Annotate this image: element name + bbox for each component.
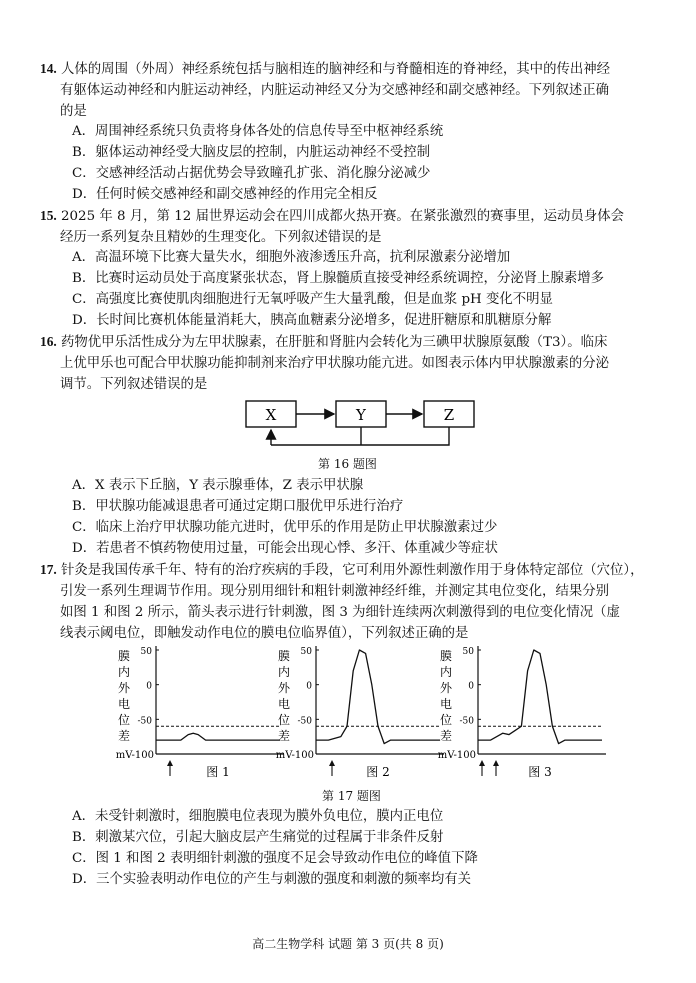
question-stem-line: 引发一系列生理调节作用。现分别用细针和粗针刺激神经纤维，并测定其电位变化，结果分别 (60, 584, 610, 599)
chart-title: 图 2 (366, 765, 390, 779)
y-axis-label-char: 电 (440, 697, 453, 711)
question-stem-line: 调节。下列叙述错误的是 (60, 377, 208, 392)
question-number: 15. (40, 208, 57, 223)
option-b: B．比赛时运动员处于高度紧张状态，肾上腺髓质直接受神经系统调控，分泌肾上腺素增多 (72, 271, 605, 286)
question-stem-line: 药物优甲乐活性成分为左甲状腺素，在肝脏和肾脏内会转化为三碘甲状腺原氨酸（T3）。临床 (61, 335, 608, 350)
option-d: D．长时间比赛机体能量消耗大，胰高血糖素分泌增多，促进肝糖原和肌糖原分解 (72, 313, 552, 328)
y-axis-label-char: 位 (440, 713, 453, 727)
question-number: 16. (40, 334, 57, 349)
option-a: A．未受针刺激时，细胞膜电位表现为膜外负电位，膜内正电位 (72, 809, 444, 824)
y-tick-label: 50 (462, 647, 474, 657)
y-tick-label: -50 (297, 716, 312, 727)
chart-title: 图 1 (206, 765, 230, 779)
option-a: A．高温环境下比赛大量失水，细胞外液渗透压升高，抗利尿激素分泌增加 (72, 250, 511, 265)
y-tick-label: 0 (146, 681, 152, 692)
feedback-diagram (240, 395, 480, 455)
question-stem-line: 人体的周围（外周）神经系统包括与脑相连的脑神经和与脊髓相连的脊神经，其中的传出神经 (61, 62, 611, 77)
question-number: 17. (40, 562, 57, 577)
y-axis-label-char: 电 (118, 697, 131, 711)
chart-figure-2 (270, 642, 453, 782)
y-axis-label-char: 差 (440, 729, 453, 743)
question-stem-line: 2025 年 8 月，第 12 届世界运动会在四川成都火热开赛。在紧张激烈的赛事里，运动员身体会 (61, 209, 624, 224)
y-axis-label-char: 膜 (440, 649, 453, 663)
page-footer: 高二生物学科 试题 第 3 页(共 8 页) (252, 937, 444, 951)
question-stem-line: 针灸是我国传承千年、特有的治疗疾病的手段，它可利用外源性刺激作用于身体特定部位（穴位）， (61, 563, 644, 578)
stimulus-arrowhead (167, 760, 173, 766)
y-axis-label-char: 膜 (278, 649, 291, 663)
option-a: A．周围神经系统只负责将身体各处的信息传导至中枢神经系统 (72, 124, 444, 139)
figure-17-caption: 第 17 题图 (322, 789, 381, 803)
potential-trace (156, 733, 280, 740)
y-axis-label-char: 差 (118, 729, 131, 743)
stimulus-arrowhead (493, 760, 499, 766)
question-stem-line: 如图 1 和图 2 所示，箭头表示进行针刺激，图 3 为细针连续两次刺激得到的电位变化情况（虚 (60, 605, 620, 620)
y-axis-label-char: 内 (440, 665, 453, 679)
question-16 (40, 331, 660, 395)
chart-figure-1 (110, 642, 290, 782)
y-axis-label-char: 位 (278, 713, 291, 727)
question-stem-line: 经历一系列复杂且精妙的生理变化。下列叙述错误的是 (60, 230, 382, 245)
y-tick-label: 50 (300, 647, 312, 657)
y-axis-label-char: 内 (278, 665, 291, 679)
chart-figure-3 (432, 642, 612, 782)
y-min-label: mV-100 (437, 750, 476, 761)
question-17 (40, 559, 660, 644)
y-axis-label-char: 外 (118, 681, 131, 695)
figure-16-caption: 第 16 题图 (318, 457, 377, 471)
y-tick-label: 0 (468, 681, 474, 692)
y-tick-label: 0 (306, 681, 312, 692)
y-axis-label-char: 内 (118, 665, 131, 679)
stimulus-arrowhead (329, 760, 335, 766)
y-tick-label: 50 (140, 647, 152, 657)
option-a: A．X 表示下丘脑，Y 表示腺垂体，Z 表示甲状腺 (72, 478, 364, 493)
question-15 (40, 205, 660, 248)
option-d: D．任何时候交感神经和副交感神经的作用完全相反 (72, 187, 378, 202)
potential-trace (478, 650, 602, 744)
y-axis-label-char: 电 (278, 697, 291, 711)
y-axis-label-char: 外 (278, 681, 291, 695)
feedback-line (271, 427, 449, 445)
question-number: 14. (40, 61, 57, 76)
option-b: B．躯体运动神经受大脑皮层的控制，内脏运动神经不受控制 (72, 145, 430, 160)
box-x-label: X (265, 406, 277, 424)
y-axis-label-char: 位 (118, 713, 131, 727)
option-c: C．高强度比赛使肌肉细胞进行无氧呼吸产生大量乳酸，但是血浆 pH 变化不明显 (72, 292, 553, 307)
option-c: C．临床上治疗甲状腺功能亢进时，优甲乐的作用是防止甲状腺激素过少 (72, 520, 498, 535)
y-axis-label-char: 膜 (118, 649, 131, 663)
y-tick-label: -50 (137, 716, 152, 727)
y-axis-label-char: 外 (440, 681, 453, 695)
option-c: C．图 1 和图 2 表明细针刺激的强度不足会导致动作电位的峰值下降 (72, 851, 478, 866)
option-d: D．三个实验表明动作电位的产生与刺激的强度和刺激的频率均有关 (72, 872, 472, 887)
y-axis-label-char: 差 (278, 729, 291, 743)
chart-title: 图 3 (528, 765, 552, 779)
question-stem-line: 线表示阈电位，即触发动作电位的膜电位临界值），下列叙述正确的是 (60, 626, 469, 641)
question-stem-line: 有躯体运动神经和内脏运动神经，内脏运动神经又分为交感神经和副交感神经。下列叙述正确 (60, 83, 610, 98)
y-tick-label: -50 (459, 716, 474, 727)
question-14 (40, 58, 660, 122)
potential-trace (316, 650, 440, 744)
option-d: D．若患者不慎药物使用过量，可能会出现心悸、多汗、体重减少等症状 (72, 541, 498, 556)
y-min-label: mV-100 (275, 750, 314, 761)
stimulus-arrowhead (479, 760, 485, 766)
question-stem-line: 上优甲乐也可配合甲状腺功能抑制剂来治疗甲状腺功能亢进。如图表示体内甲状腺激素的分泌 (60, 356, 610, 371)
option-b: B．甲状腺功能减退患者可通过定期口服优甲乐进行治疗 (72, 499, 404, 514)
y-min-label: mV-100 (115, 750, 154, 761)
question-stem-line: 的是 (60, 104, 87, 119)
box-y-label: Y (356, 406, 366, 424)
option-b: B．刺激某穴位，引起大脑皮层产生痛觉的过程属于非条件反射 (72, 830, 444, 845)
option-c: C．交感神经活动占据优势会导致瞳孔扩张、消化腺分泌减少 (72, 166, 431, 181)
box-z-label: Z (443, 406, 455, 424)
